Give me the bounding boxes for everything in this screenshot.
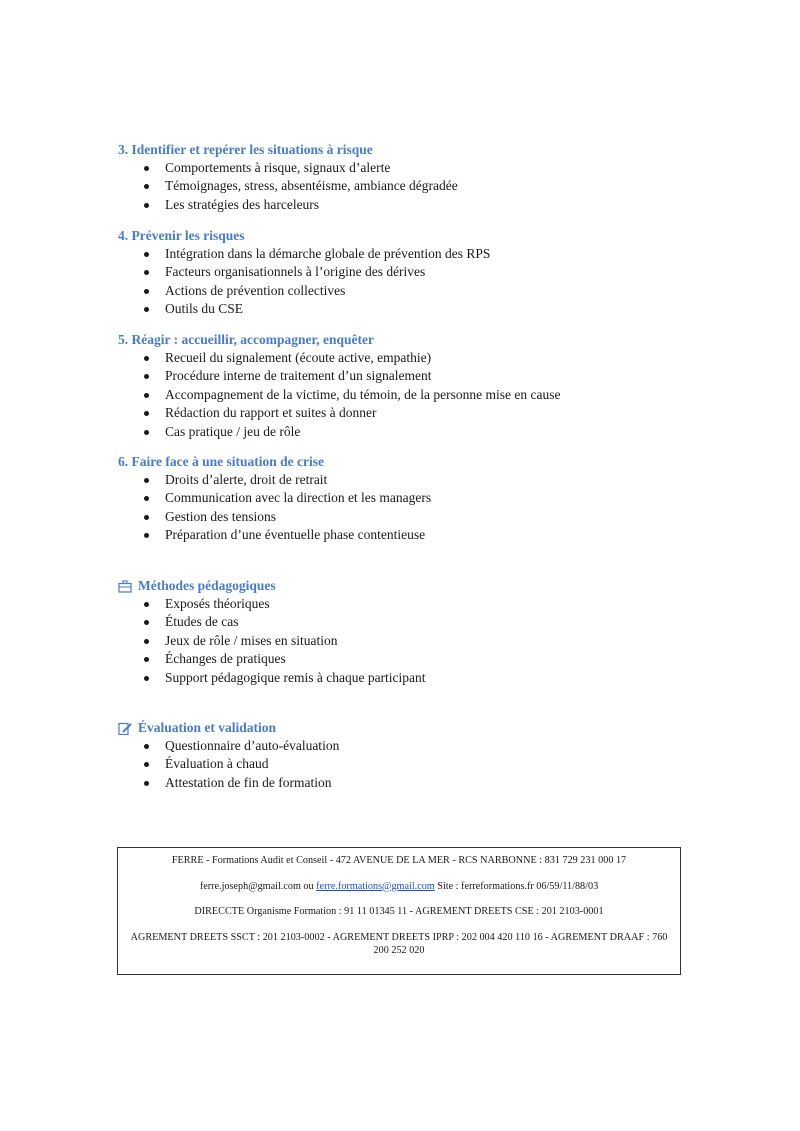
- list-item: Questionnaire d’auto-évaluation: [118, 737, 339, 755]
- list-item: Préparation d’une éventuelle phase contentieuse: [118, 526, 431, 544]
- briefcase-icon: [118, 580, 132, 593]
- list-item: Accompagnement de la victime, du témoin, de la personne mise en cause: [118, 386, 561, 404]
- list-item: Jeux de rôle / mises en situation: [118, 632, 426, 650]
- list-item: Recueil du signalement (écoute active, empathie): [118, 349, 561, 367]
- list-item: Support pédagogique remis à chaque participant: [118, 669, 426, 687]
- list-item: Les stratégies des harceleurs: [118, 196, 458, 214]
- section-prevenir: [118, 227, 490, 319]
- footer-email: ferre.joseph@gmail.com ou: [199, 880, 317, 892]
- list-item: Comportements à risque, signaux d’alerte: [118, 159, 458, 177]
- section-heading-text: Méthodes pédagogiques: [138, 578, 276, 593]
- bullet-list: [118, 245, 490, 319]
- section-heading-text: Évaluation et validation: [138, 720, 277, 735]
- edit-document-icon: [118, 722, 132, 735]
- section-heading: 6. Faire face à une situation de crise: [118, 454, 324, 469]
- bullet-list: [118, 349, 561, 441]
- list-item: Études de cas: [118, 613, 426, 631]
- section-reagir: [118, 331, 561, 441]
- section-heading: 4. Prévenir les risques: [118, 228, 245, 243]
- section-heading: 3. Identifier et repérer les situations à risque: [118, 142, 373, 157]
- footer-company: FERRE - Formations Audit et Conseil - 472 AVENUE DE LA MER - RCS NARBONNE : 831 729 231 000 17: [171, 855, 627, 866]
- section-heading: 5. Réagir : accueillir, accompagner, enquêter: [118, 332, 374, 347]
- footer-box: [117, 847, 681, 975]
- section-methodes: [118, 577, 426, 687]
- list-item: Droits d’alerte, droit de retrait: [118, 471, 431, 489]
- list-item: Échanges de pratiques: [118, 650, 426, 668]
- bullet-list: [118, 471, 431, 545]
- list-item: Intégration dans la démarche globale de prévention des RPS: [118, 245, 490, 263]
- list-item: Exposés théoriques: [118, 595, 426, 613]
- list-item: Attestation de fin de formation: [118, 774, 339, 792]
- footer-agrements: AGREMENT DREETS SSCT : 201 2103-0002 - AGREMENT DREETS IPRP : 202 004 420 110 16 - AGREMENT DRAAF : 760 200 252 020: [130, 931, 668, 956]
- section-evaluation: [118, 719, 339, 792]
- bullet-list: [118, 595, 426, 687]
- section-identifier: [118, 141, 458, 214]
- section-heading: [118, 577, 426, 595]
- list-item: Outils du CSE: [118, 300, 490, 318]
- list-item: Facteurs organisationnels à l’origine des dérives: [118, 263, 490, 281]
- bullet-list: [118, 159, 458, 214]
- footer-contact: [124, 880, 674, 893]
- list-item: Actions de prévention collectives: [118, 282, 490, 300]
- bullet-list: [118, 737, 339, 792]
- footer-direccte: DIRECCTE Organisme Formation : 91 11 01345 11 - AGREMENT DREETS CSE : 201 2103-0001: [194, 906, 604, 917]
- list-item: Témoignages, stress, absentéisme, ambiance dégradée: [118, 177, 458, 195]
- list-item: Gestion des tensions: [118, 508, 431, 526]
- list-item: Cas pratique / jeu de rôle: [118, 423, 561, 441]
- list-item: Communication avec la direction et les managers: [118, 489, 431, 507]
- footer-site: Site : ferreformations.fr 06/59/11/88/03: [434, 880, 599, 892]
- list-item: Évaluation à chaud: [118, 755, 339, 773]
- section-heading: [118, 719, 339, 737]
- footer-email-link[interactable]: ferre.formations@gmail.com: [316, 880, 435, 892]
- section-crise: [118, 453, 431, 545]
- list-item: Rédaction du rapport et suites à donner: [118, 404, 561, 422]
- list-item: Procédure interne de traitement d’un signalement: [118, 367, 561, 385]
